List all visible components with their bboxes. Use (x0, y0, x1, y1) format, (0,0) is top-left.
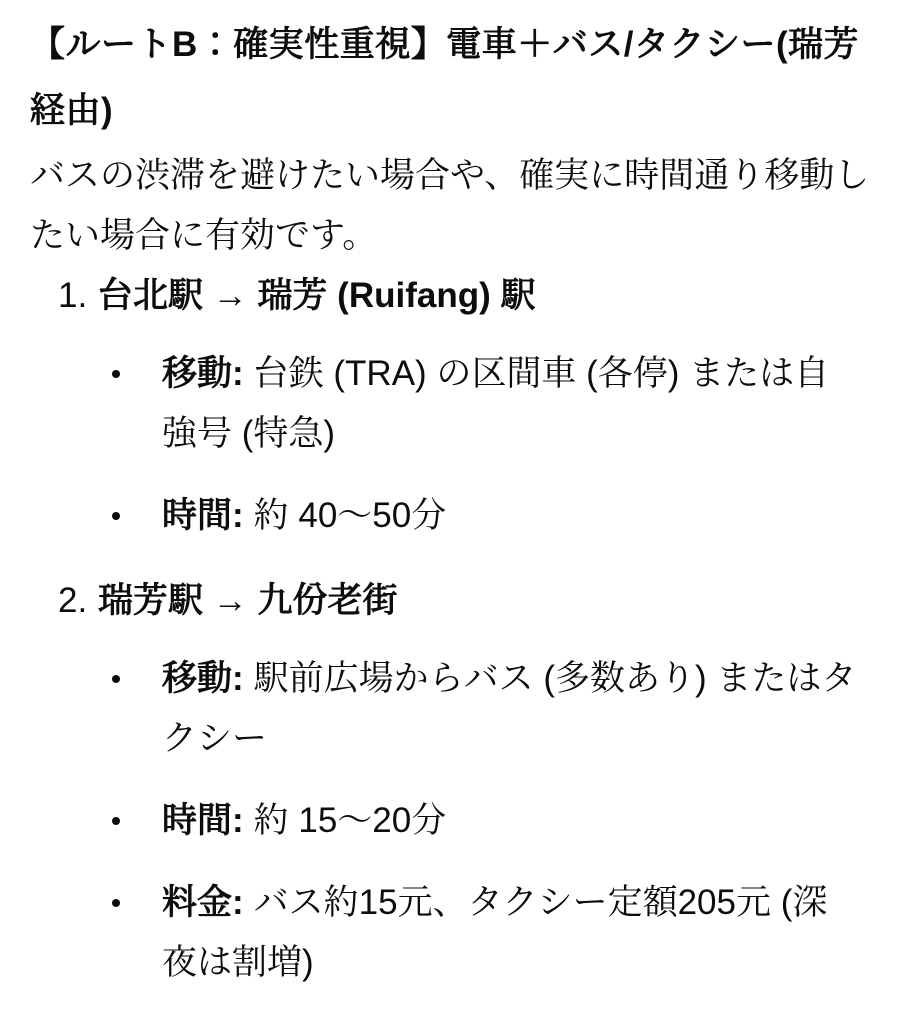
bullet-icon (112, 512, 120, 520)
step-header (30, 266, 890, 326)
detail-list (30, 649, 890, 993)
detail-text (162, 873, 862, 993)
bullet-icon (112, 370, 120, 378)
detail-item-fare (30, 873, 890, 993)
detail-label: 時間: (162, 801, 244, 840)
detail-value: 駅前広場からバス (多数あり) またはタクシー (162, 659, 857, 758)
detail-label: 料金: (162, 883, 244, 922)
step-list (30, 266, 890, 993)
detail-list (30, 344, 890, 546)
detail-value: 約 40〜50分 (253, 496, 447, 535)
detail-item-transport (30, 649, 890, 769)
step-number: 2. (58, 581, 88, 620)
step-number: 1. (58, 276, 88, 315)
step-item-2 (30, 571, 890, 993)
detail-label: 移動: (162, 659, 244, 698)
detail-value: 台鉄 (TRA) の区間車 (各停) または自強号 (特急) (162, 354, 830, 453)
bullet-icon (112, 899, 120, 907)
detail-value: バス約15元、タクシー定額205元 (深夜は割増) (162, 883, 828, 982)
detail-text (162, 649, 862, 769)
detail-label: 移動: (162, 354, 244, 393)
detail-label: 時間: (162, 496, 244, 535)
detail-text (162, 791, 446, 851)
step-title: 瑞芳駅 → 九份老街 (98, 581, 398, 620)
bullet-icon (112, 817, 120, 825)
detail-item-transport (30, 344, 890, 464)
detail-text (162, 344, 862, 464)
step-title: 台北駅 → 瑞芳 (Ruifang) 駅 (98, 276, 536, 315)
detail-item-time (30, 791, 890, 851)
route-heading: 【ルートB：確実性重視】電車＋バス/タクシー(瑞芳経由) (30, 25, 860, 130)
step-header (30, 571, 890, 631)
intro-paragraph: バスの渋滞を避けたい場合や、確実に時間通り移動したい場合に有効です。 (30, 156, 870, 255)
detail-item-time (30, 486, 890, 546)
bullet-icon (112, 675, 120, 683)
step-item-1 (30, 266, 890, 546)
detail-text (162, 486, 446, 546)
detail-value: 約 15〜20分 (253, 801, 447, 840)
